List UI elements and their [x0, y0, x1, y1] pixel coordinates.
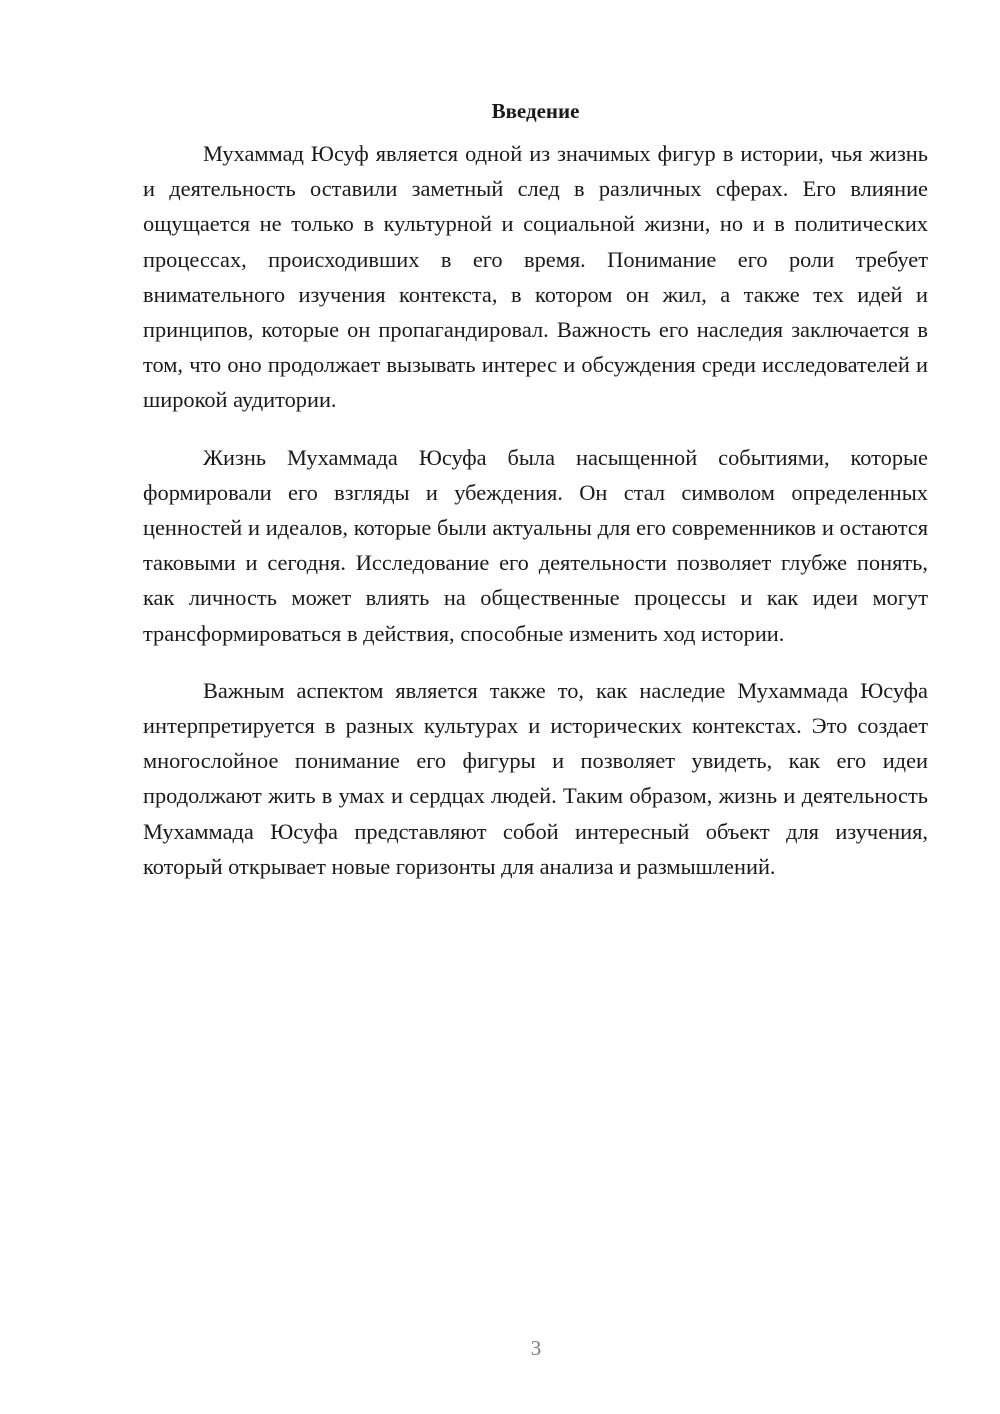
paragraph-1: Мухаммад Юсуф является одной из значимых фигур в истории, чья жизнь и деятельность оставили заметный след в различных сферах. Его влияние ощущается не только в культурной и социальной жизни, но и в политических процессах, происходивших в его время. Понимание его роли требует внимательного изучения контекста, в котором он жил, а также тех идей и принципов, которые он пропагандировал. Важность его наследия заключается в том, что оно продолжает вызывать интерес и обсуждения среди исследователей и широкой аудитории. — [143, 141, 928, 413]
page-content — [143, 96, 928, 906]
paragraph-2: Жизнь Мухаммада Юсуфа была насыщенной событиями, которые формировали его взгляды и убеждения. Он стал символом определенных ценностей и идеалов, которые были актуальны для его современников и остаются таковыми и сегодня. Исследование его деятельности позволяет глубже понять, как личность может влиять на общественные процессы и как идеи могут трансформироваться в действия, способные изменить ход истории. — [143, 444, 928, 646]
paragraph-3: Важным аспектом является также то, как наследие Мухаммада Юсуфа интерпретируется в разных культурах и исторических контекстах. Это создает многослойное понимание его фигуры и позволяет увидеть, как его идеи продолжают жить в умах и сердцах людей. Таким образом, жизнь и деятельность Мухаммада Юсуфа представляют собой интересный объект для изучения, который открывает новые горизонты для анализа и размышлений. — [143, 677, 928, 879]
section-title: Введение — [491, 99, 580, 123]
page-number: 3 — [530, 1336, 542, 1360]
